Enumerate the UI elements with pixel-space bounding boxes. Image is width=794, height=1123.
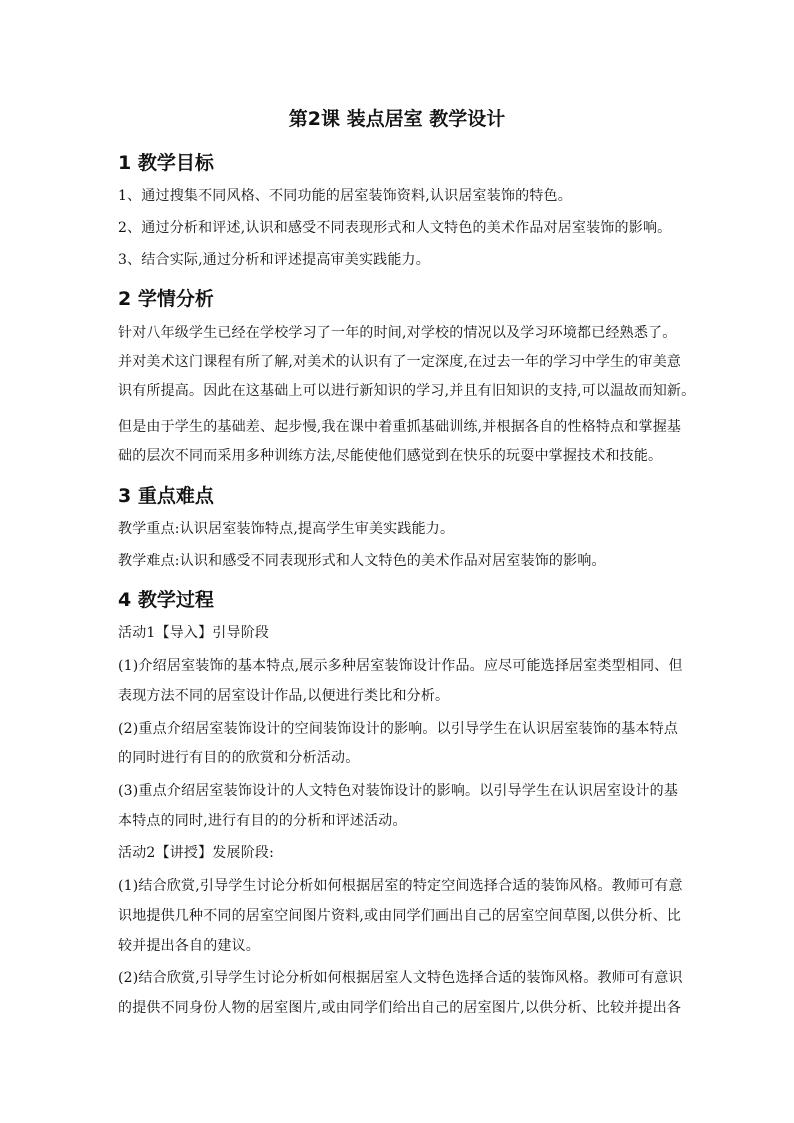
section-heading-key-points: 3 重点难点: [118, 485, 214, 507]
paragraph-line: (1)结合欣赏,引导学生讨论分析如何根据居室的特定空间选择合适的装饰风格。教师可有意: [118, 878, 683, 894]
section-heading-analysis: 2 学情分析: [118, 288, 214, 310]
section-heading-process: 4 教学过程: [118, 589, 214, 611]
paragraph-line: 的提供不同身份人物的居室图片,或由同学们给出自己的居室图片,以供分析、比较并提出各: [118, 1000, 682, 1016]
paragraph-line: 并对美术这门课程有所了解,对美术的认识有了一定深度,在过去一年的学习中学生的审美意: [118, 354, 682, 370]
paragraph-line: 但是由于学生的基础差、起步慢,我在课中着重抓基础训练,并根据各自的性格特点和掌握基: [118, 419, 682, 435]
paragraph-line: 教学重点:认识居室装饰特点,提高学生审美实践能力。: [118, 521, 455, 537]
paragraph-line: 表现方法不同的居室设计作品,以便进行类比和分析。: [118, 688, 450, 704]
paragraph-line: 识地提供几种不同的居室空间图片资料,或由同学们画出自己的居室空间草图,以供分析、比: [118, 908, 682, 924]
paragraph-line: (2)重点介绍居室装饰设计的空间装饰设计的影响。以引导学生在认识居室装饰的基本特点: [118, 721, 679, 737]
paragraph-line: (2)结合欣赏,引导学生讨论分析如何根据居室人文特色选择合适的装饰风格。教师可有意识: [118, 970, 683, 986]
paragraph-line: 2、通过分析和评述,认识和感受不同表现形式和人文特色的美术作品对居室装饰的影响。: [118, 220, 672, 236]
paragraph-line: 教学难点:认识和感受不同表现形式和人文特色的美术作品对居室装饰的影响。: [118, 553, 606, 569]
paragraph-line: 础的层次不同而采用多种训练方法,尽能使他们感觉到在快乐的玩耍中掌握技术和技能。: [118, 448, 663, 464]
section-heading-objectives: 1 教学目标: [118, 152, 214, 174]
paragraph-line: 3、结合实际,通过分析和评述提高审美实践能力。: [118, 252, 430, 268]
paragraph-line: (3)重点介绍居室装饰设计的人文特色对装饰设计的影响。以引导学生在认识居室设计的基: [118, 783, 679, 799]
document-title: 第2课 装点居室 教学设计: [288, 108, 506, 130]
paragraph-line: 针对八年级学生已经在学校学习了一年的时间,对学校的情况以及学习环境都已经熟悉了。: [118, 325, 677, 341]
paragraph-line: 活动2【讲授】发展阶段:: [118, 845, 275, 861]
paragraph-line: 活动1【导入】引导阶段: [118, 625, 270, 641]
paragraph-line: 1、通过搜集不同风格、不同功能的居室装饰资料,认识居室装饰的特色。: [118, 188, 572, 204]
paragraph-line: 的同时进行有目的的欣赏和分析活动。: [118, 750, 360, 766]
paragraph-line: (1)介绍居室装饰的基本特点,展示多种居室装饰设计作品。应尽可能选择居室类型相同、但: [118, 658, 683, 674]
paragraph-line: 较并提出各自的建议。: [118, 938, 260, 954]
paragraph-line: 本特点的同时,进行有目的的分析和评述活动。: [118, 813, 407, 829]
paragraph-line: 识有所提高。因此在这基础上可以进行新知识的学习,并且有旧知识的支持,可以温故而知新。: [118, 383, 696, 399]
